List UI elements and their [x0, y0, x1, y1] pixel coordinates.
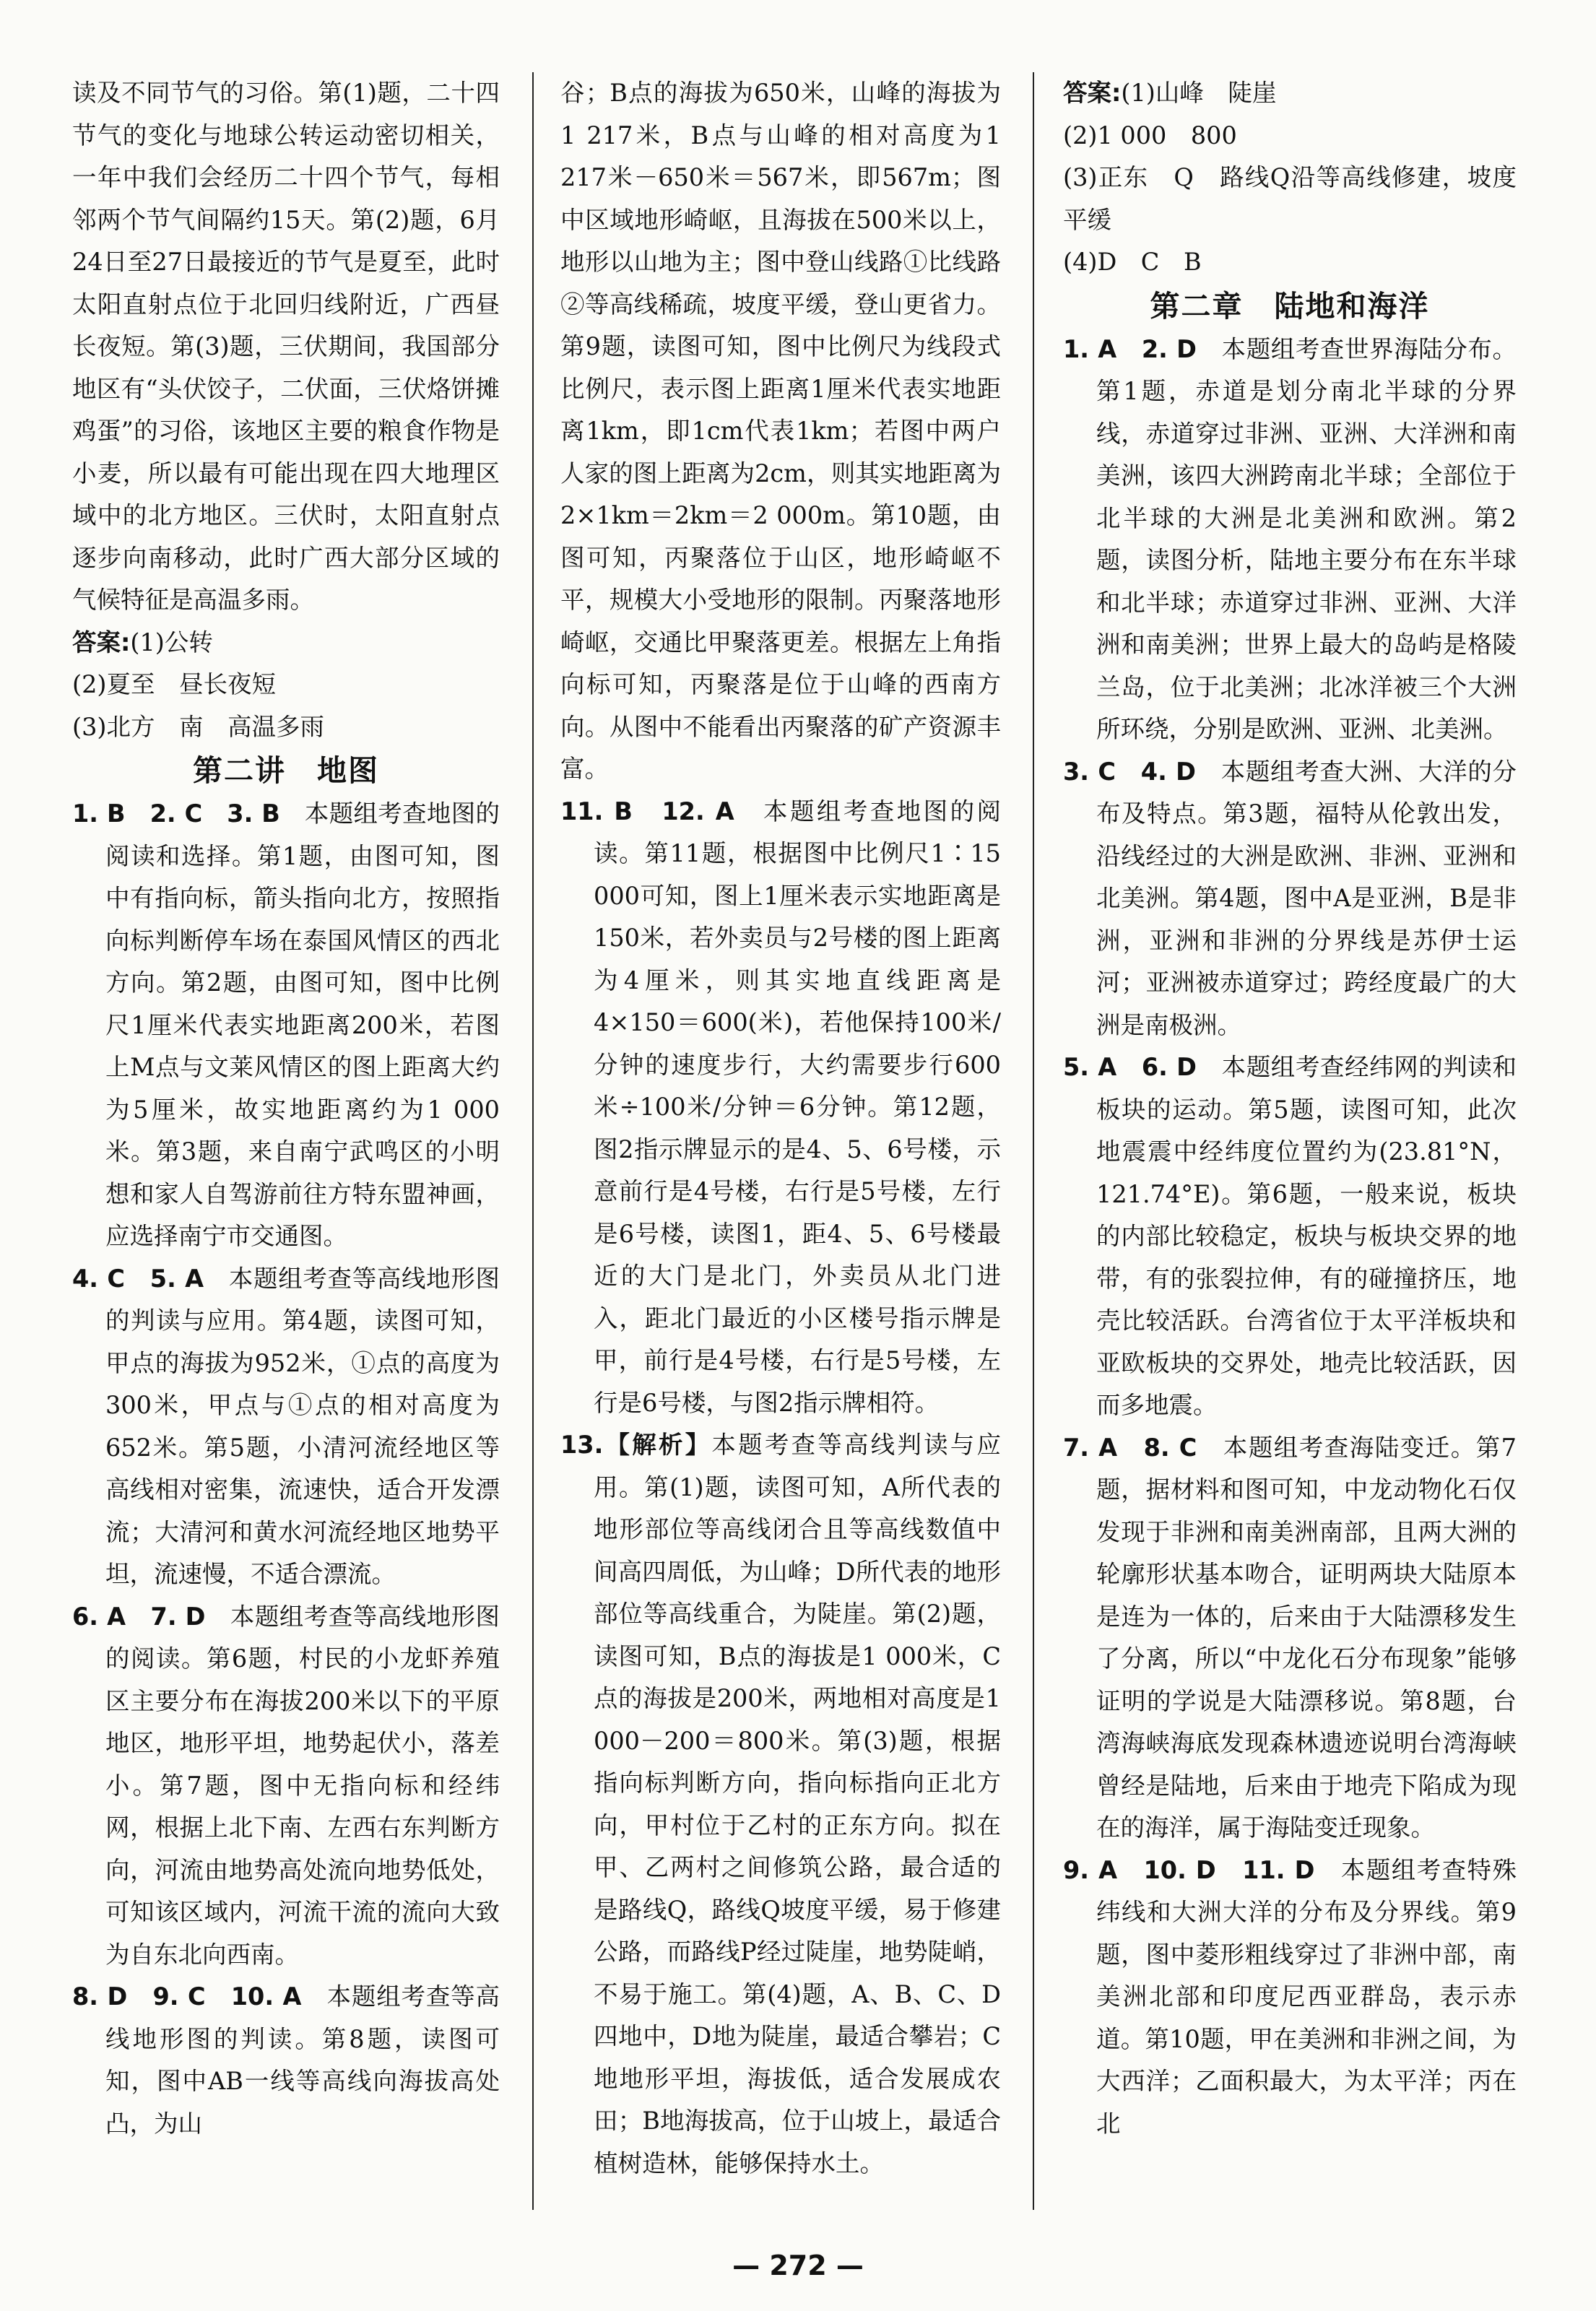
question-group — [1063, 1046, 1517, 1427]
question-answers: 4. C 5. A — [72, 1264, 204, 1293]
question-group — [560, 1424, 1001, 2185]
answer-item: (1)山峰 陡崖 — [1121, 79, 1277, 107]
question-group — [72, 1976, 500, 2145]
question-group — [1063, 1427, 1517, 1850]
column-divider-left — [532, 72, 534, 2210]
column-left — [72, 72, 500, 2145]
question-explanation: 本题组考查世界海陆分布。第1题，赤道是划分南北半球的分界线，赤道穿过非洲、亚洲、大洋洲和南美洲，该四大洲跨南北半球；全部位于北半球的大洲是北美洲和欧洲。第2题，读图分析，陆地主要分布在东半球和北半球；赤道穿过非洲、亚洲、大洋洲和南美洲；世界上最大的岛屿是格陵兰岛，位于北美洲；北冰洋被三个大洲所环绕，分别是欧洲、亚洲、北美洲。 — [1096, 334, 1517, 743]
answer-item: (2)夏至 昼长夜短 — [72, 670, 276, 698]
question-answers: 1. A 2. D — [1063, 334, 1197, 363]
question-answers: 3. C 4. D — [1063, 757, 1196, 786]
question-group — [72, 1258, 500, 1596]
question-answers: 8. D 9. C 10. A — [72, 1982, 302, 2011]
question-group — [72, 793, 500, 1258]
answer-item: (2)1 000 800 — [1063, 121, 1237, 149]
question-group — [72, 1596, 500, 1977]
paragraph-intro: 读及不同节气的习俗。第(1)题，二十四节气的变化与地球公转运动密切相关，一年中我们会经历二十四个节气，每相邻两个节气间隔约15天。第(2)题，6月24日至27日最接近的节气是夏至，此时太阳直射点位于北回归线附近，广西昼长夜短。第(3)题，三伏期间，我国部分地区有“头伏饺子，二伏面，三伏烙饼摊鸡蛋”的习俗，该地区主要的粮食作物是小麦，所以最有可能出现在四大地理区域中的北方地区。三伏时，太阳直射点逐步向南移动，此时广西大部分区域的气候特征是高温多雨。 — [72, 79, 500, 614]
question-explanation: 本题组考查经纬网的判读和板块的运动。第5题，读图可知，此次地震震中经纬度位置约为(23.81°N，121.74°E)。第6题，一般来说，板块的内部比较稳定，板块与板块交界的地带，有的张裂拉伸，有的碰撞挤压，地壳比较活跃。台湾省位于太平洋板块和亚欧板块的交界处，地壳比较活跃，因而多地震。 — [1096, 1053, 1517, 1419]
question-explanation: 本题组考查等高线地形图的判读。第8题，读图可知，图中AB一线等高线向海拔高处凸，为山 — [105, 1982, 500, 2138]
answer-item: (4)D C B — [1063, 248, 1202, 276]
question-answers: 11. B 12. A — [560, 797, 734, 825]
question-group — [1063, 1850, 1517, 2146]
question-explanation: 本题组考查特殊纬线和大洲大洋的分布及分界线。第9题，图中菱形粗线穿过了非洲中部，南美洲北部和印度尼西亚群岛，表示赤道。第10题，甲在美洲和非洲之间，为大西洋；乙面积最大，为太平洋；丙在北 — [1096, 1855, 1517, 2138]
section-heading: 第二讲 地图 — [193, 753, 379, 788]
question-explanation: 本题组考查地图的阅读。第11题，根据图中比例尺1∶15 000可知，图上1厘米表示实地距离是150米，若外卖员与2号楼的图上距离为4厘米，则其实地直线距离是4×150＝600(米)，若他保持100米/分钟的速度步行，大约需要步行600米÷100米/分钟＝6分钟。第12题，图2指示牌显示的是4、5、6号楼，示意前行是4号楼，右行是5号楼，左行是6号楼，读图1，距4、5、6号楼最近的大门是北门，外卖员从北门进入，距北门最近的小区楼号指示牌是甲，前行是4号楼，右行是5号楼，左行是6号楼，与图2指示牌相符。 — [594, 797, 1001, 1417]
chapter-heading: 第二章 陆地和海洋 — [1150, 288, 1430, 324]
question-group — [560, 791, 1001, 1425]
column-right — [1063, 72, 1517, 2145]
answer-label: 答案: — [1063, 79, 1122, 107]
page-number: — 272 — — [732, 2250, 864, 2281]
question-group — [1063, 751, 1517, 1047]
question-answers: 13.【解析】 — [560, 1431, 712, 1459]
question-group — [1063, 329, 1517, 751]
answer-block — [72, 622, 500, 664]
question-explanation: 本题组考查地图的阅读和选择。第1题，由图可知，图中有指向标，箭头指向北方，按照指向标判断停车场在泰国风情区的西北方向。第2题，由图可知，图中比例尺1厘米代表实地距离200米，若图上M点与文莱风情区的图上距离大约为5厘米，故实地距离约为1 000米。第3题，来自南宁武鸣区的小明想和家人自驾游前往方特东盟神画，应选择南宁市交通图。 — [105, 799, 500, 1250]
answer-item: (1)公转 — [130, 628, 213, 656]
column-middle — [560, 72, 1001, 2185]
answer-item: (3)北方 南 高温多雨 — [72, 712, 324, 741]
answer-item: (3)正东 Q 路线Q沿等高线修建，坡度平缓 — [1063, 163, 1517, 234]
question-explanation: 本题组考查大洲、大洋的分布及特点。第3题，福特从伦敦出发，沿线经过的大洲是欧洲、非洲、亚洲和北美洲。第4题，图中A是亚洲，B是非洲，亚洲和非洲的分界线是苏伊士运河；亚洲被赤道穿过；跨经度最广的大洲是南极洲。 — [1096, 757, 1517, 1039]
question-answers: 6. A 7. D — [72, 1602, 206, 1631]
answer-label: 答案: — [72, 628, 131, 656]
question-explanation: 本题考查等高线判读与应用。第(1)题，读图可知，A所代表的地形部位等高线闭合且等高线数值中间高四周低，为山峰；D所代表的地形部位等高线重合，为陡崖。第(2)题，读图可知，B点的海拔是1 000米，C点的海拔是200米，两地相对高度是1 000－200＝800米。第(3)题，根据指向标判断方向，指向标指向正北方向，甲村位于乙村的正东方向。拟在甲、乙两村之间修筑公路，最合适的是路线Q，路线Q坡度平缓，易于修建公路，而路线P经过陡崖，地势陡峭，不易于施工。第(4)题，A、B、C、D四地中，D地为陡崖，最适合攀岩；C地地形平坦，海拔低，适合发展成农田；B地海拔高，位于山坡上，最适合植树造林，能够保持水土。 — [594, 1431, 1001, 2177]
question-answers: 9. A 10. D 11. D — [1063, 1855, 1315, 1884]
question-answers: 1. B 2. C 3. B — [72, 799, 280, 828]
column-divider-right — [1033, 72, 1034, 2210]
question-explanation: 本题组考查等高线地形图的判读与应用。第4题，读图可知，甲点的海拔为952米，①点的高度为300米，甲点与①点的相对高度为652米。第5题，小清河流经地区等高线相对密集，流速快，适合开发漂流；大清河和黄水河流经地区地势平坦，流速慢，不适合漂流。 — [105, 1264, 500, 1588]
question-explanation: 本题组考查海陆变迁。第7题，据材料和图可知，中龙动物化石仅发现于非洲和南美洲南部，且两大洲的轮廓形状基本吻合，证明两块大陆原本是连为一体的，后来由于大陆漂移发生了分离，所以“中龙化石分布现象”能够证明的学说是大陆漂移说。第8题，台湾海峡海底发现森林遗迹说明台湾海峡曾经是陆地，后来由于地壳下陷成为现在的海洋，属于海陆变迁现象。 — [1096, 1433, 1517, 1842]
question-answers: 7. A 8. C — [1063, 1433, 1197, 1462]
answer-block — [1063, 72, 1517, 115]
question-answers: 5. A 6. D — [1063, 1053, 1197, 1081]
paragraph-continued: 谷；B点的海拔为650米，山峰的海拔为1 217米，B点与山峰的相对高度为1 217米－650米＝567米，即567m；图中区域地形崎岖，且海拔在500米以上，地形以山地为主；图中登山线路①比线路②等高线稀疏，坡度平缓，登山更省力。第9题，读图可知，图中比例尺为线段式比例尺，表示图上距离1厘米代表实地距离1km，即1cm代表1km；若图中两户人家的图上距离为2cm，则其实地距离为2×1km＝2km＝2 000m。第10题，由图可知，丙聚落位于山区，地形崎岖不平，规模大小受地形的限制。丙聚落地形崎岖，交通比甲聚落更差。根据左上角指向标可知，丙聚落是位于山峰的西南方向。从图中不能看出丙聚落的矿产资源丰富。 — [560, 79, 1001, 783]
question-explanation: 本题组考查等高线地形图的阅读。第6题，村民的小龙虾养殖区主要分布在海拔200米以下的平原地区，地形平坦，地势起伏小，落差小。第7题，图中无指向标和经纬网，根据上北下南、左西右东判断方向，河流由地势高处流向地势低处，可知该区域内，河流干流的流向大致为自东北向西南。 — [105, 1602, 500, 1969]
